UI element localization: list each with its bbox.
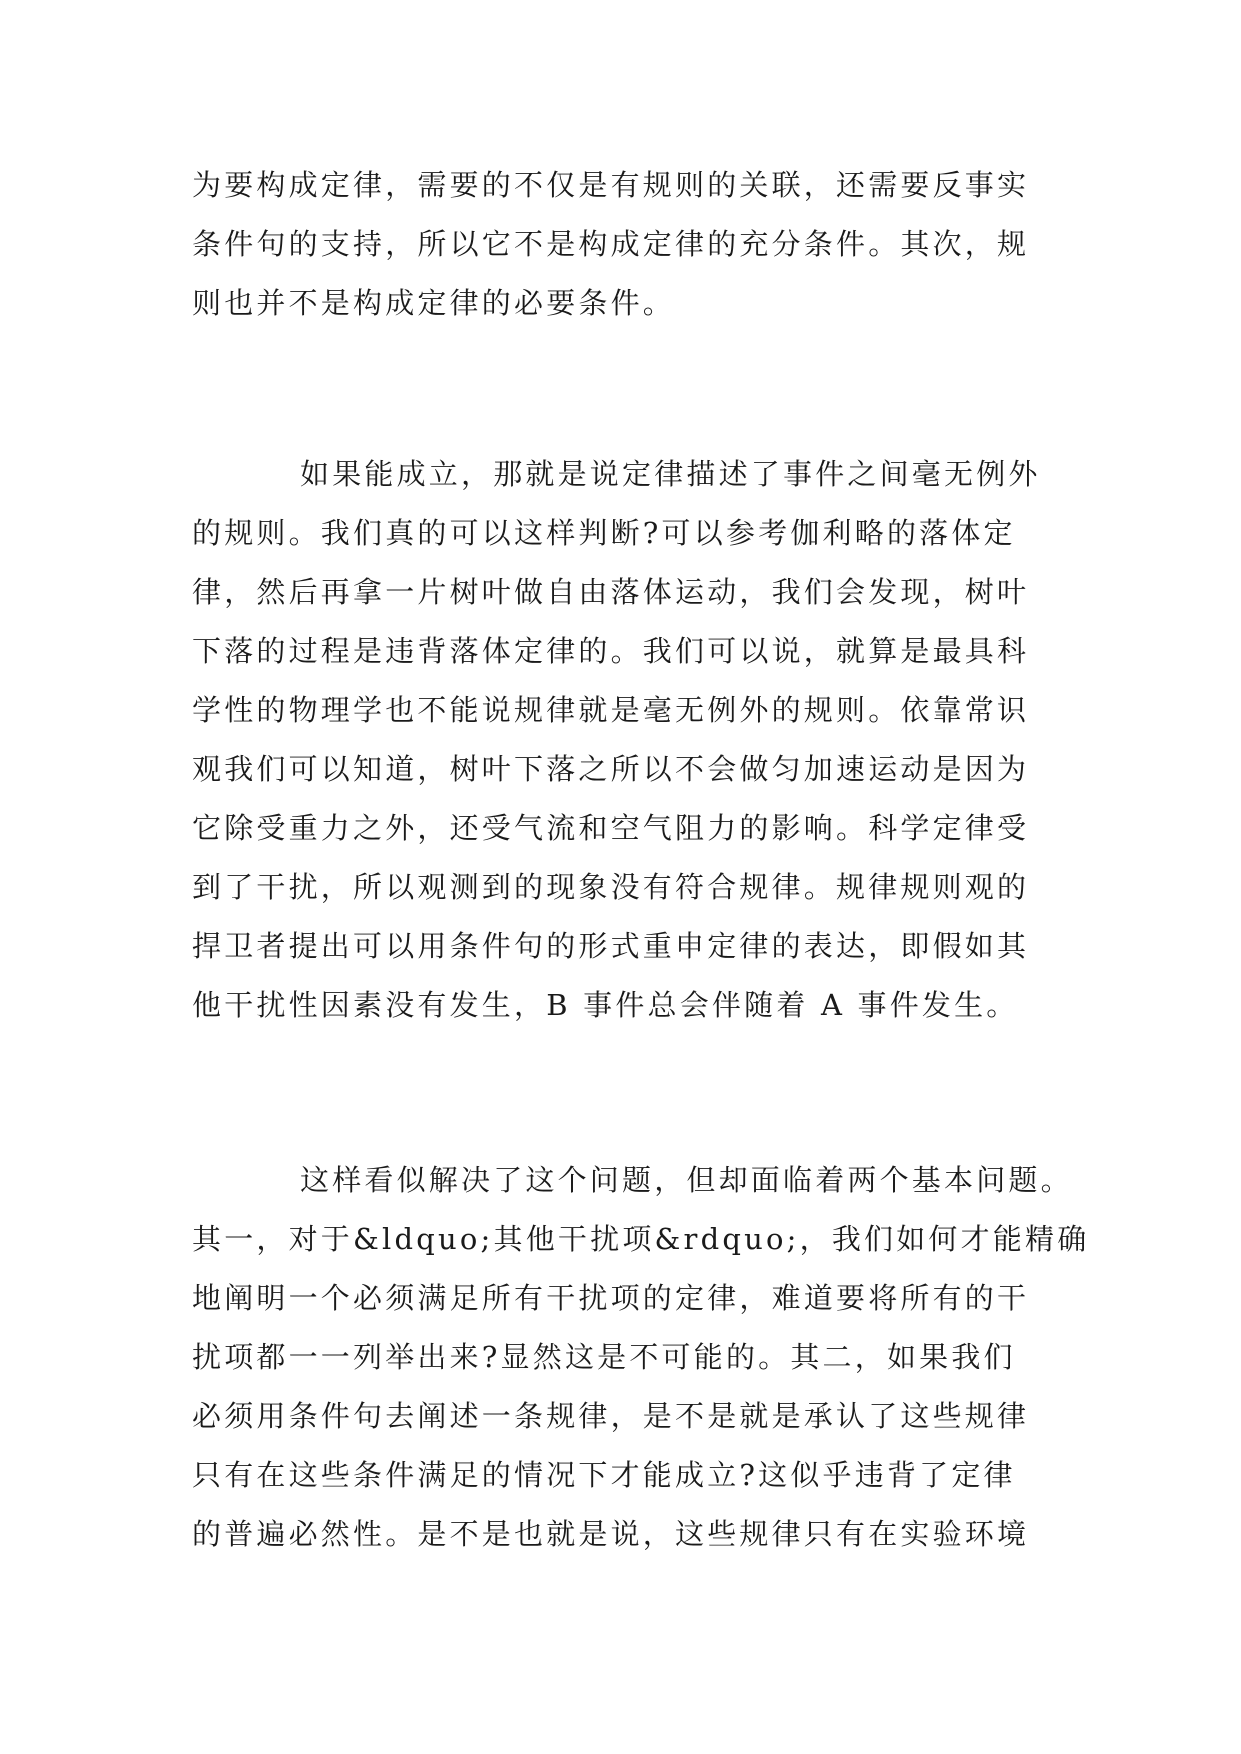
text-line: 学性的物理学也不能说规律就是毫无例外的规则。依靠常识 (192, 693, 1030, 727)
text-line: 它除受重力之外，还受气流和空气阻力的影响。科学定律受 (192, 811, 1030, 845)
text-line: 只有在这些条件满足的情况下才能成立?这似乎违背了定律 (192, 1458, 1016, 1492)
text-line: 到了干扰，所以观测到的现象没有符合规律。规律规则观的 (192, 870, 1030, 904)
text-line: 的规则。我们真的可以这样判断?可以参考伽利略的落体定 (192, 516, 1016, 550)
text-line: 如果能成立，那就是说定律描述了事件之间毫无例外 (300, 457, 1041, 491)
text-line: 下落的过程是违背落体定律的。我们可以说，就算是最具科 (192, 634, 1030, 668)
text-line: 为要构成定律，需要的不仅是有规则的关联，还需要反事实 (192, 168, 1030, 202)
text-line: 他干扰性因素没有发生，B 事件总会伴随着 A 事件发生。 (192, 988, 1019, 1022)
text-line: 的普遍必然性。是不是也就是说，这些规律只有在实验环境 (192, 1517, 1030, 1551)
paragraph-1 (192, 156, 1052, 333)
paragraph-3 (192, 1151, 1090, 1564)
text-line: 则也并不是构成定律的必要条件。 (192, 286, 676, 320)
text-line: 扰项都一一列举出来?显然这是不可能的。其二，如果我们 (192, 1340, 1016, 1374)
text-line: 律，然后再拿一片树叶做自由落体运动，我们会发现，树叶 (192, 575, 1030, 609)
text-line: 地阐明一个必须满足所有干扰项的定律，难道要将所有的干 (192, 1281, 1030, 1315)
text-line: 其一，对于&ldquo;其他干扰项&rdquo;，我们如何才能精确 (192, 1222, 1090, 1256)
text-line: 这样看似解决了这个问题，但却面临着两个基本问题。 (300, 1163, 1073, 1197)
paragraph-2 (192, 445, 1052, 1035)
text-line: 必须用条件句去阐述一条规律，是不是就是承认了这些规律 (192, 1399, 1030, 1433)
text-line: 观我们可以知道，树叶下落之所以不会做匀加速运动是因为 (192, 752, 1030, 786)
text-line: 捍卫者提出可以用条件句的形式重申定律的表达，即假如其 (192, 929, 1030, 963)
text-line: 条件句的支持，所以它不是构成定律的充分条件。其次，规 (192, 227, 1030, 261)
